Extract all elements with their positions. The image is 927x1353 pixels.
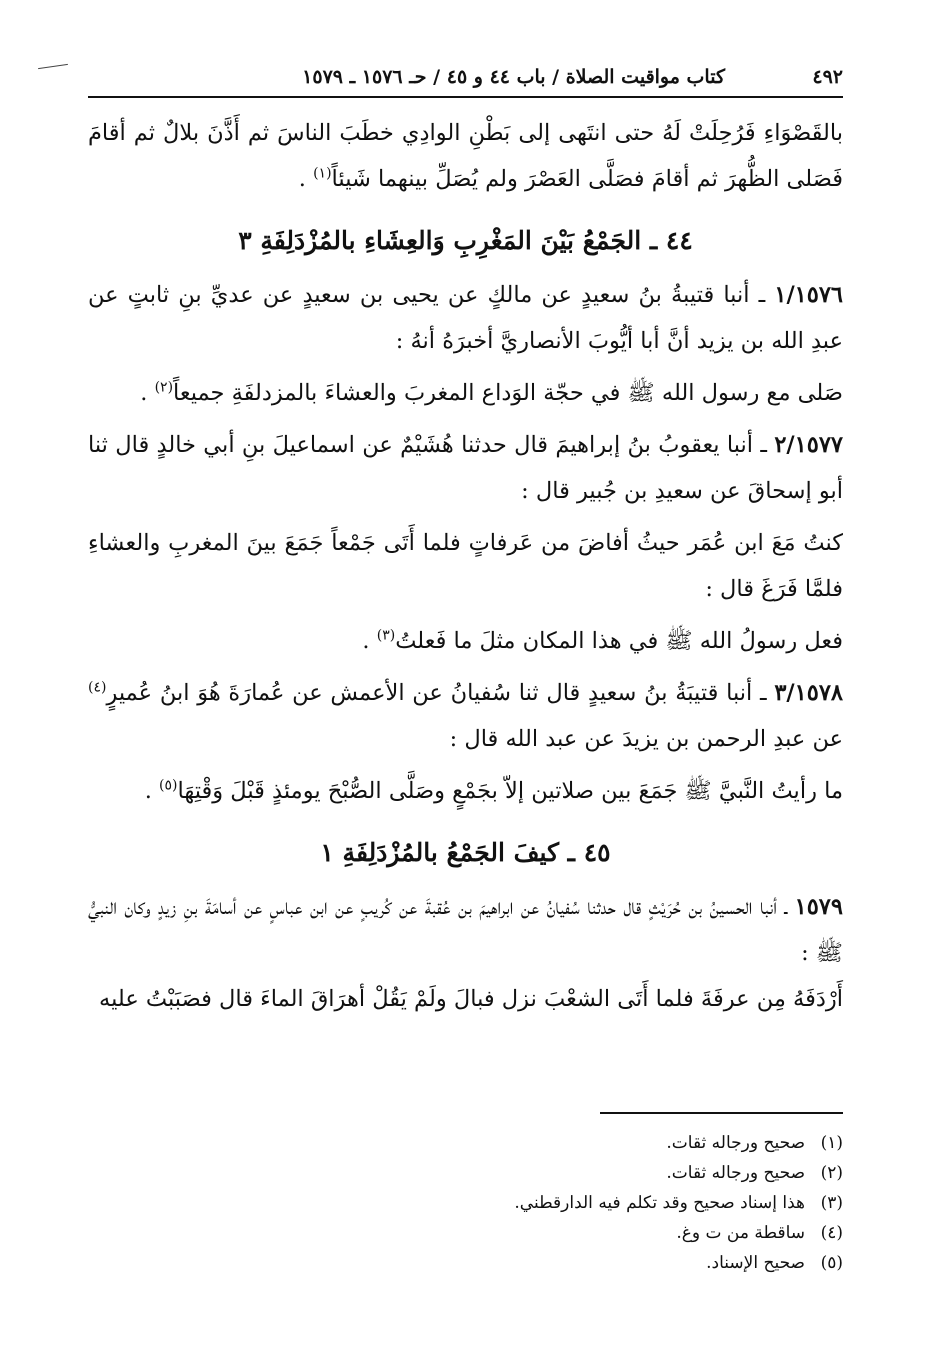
intro-paragraph: بالقَصْوَاءِ فَرُحِلَتْ لَهُ حتى انتَهى إلى بَطْنِ الوادِي خطَبَ الناسَ ثم أَذَّنَ بلالٌ ثم أقامَ فَصَلى الظُّهرَ ثم أقامَ فصَلَّى العَصْرَ ولم يُصَلِّ بينهما شَيئاً$^{(١)}$ . <box>88 120 843 192</box>
chapter-heading-45: ٤٥ ـ كيفَ الجَمْعُ بالمُزْدَلِفَةِ ١ <box>320 838 611 867</box>
footnote-ref-1[interactable]: (١) <box>313 165 332 182</box>
footnote-text: صحيح ورجاله ثقات. <box>666 1133 805 1153</box>
footnote-number: (١) <box>820 1133 843 1153</box>
footnote <box>88 1128 843 1158</box>
footnote <box>88 1188 843 1218</box>
hadith-matn: أَرْدَفَهُ مِن عرفَةَ فلما أَتَى الشعْبَ نزل فبالَ ولَمْ يَقُلْ أهرَاقَ الماءَ قال فصَبَبْتُ عليه <box>99 986 843 1012</box>
footnote-ref-4[interactable]: (٤) <box>88 679 107 696</box>
hadith-number: ٢/١٥٧٧ <box>774 432 843 458</box>
hadith-text: ـ أنبا الحسينُ بن حُرَيْثٍ قال حدثنا سُفيانُ عن ابراهيمَ بن عُقبةَ عن كُريبٍ عن ابن عباسٍ عن أسامَةَ بنِ زيدٍ وكان النبيُّ ﷺ : <box>88 894 843 966</box>
footnote-text: صحيح ورجاله ثقات. <box>666 1163 805 1183</box>
running-head <box>88 62 843 98</box>
hadith-matn: صَلى مع رسول الله ﷺ في حجّة الوَداع المغربَ والعشاءَ بالمزدلفَةِ جميعاً <box>173 380 843 406</box>
hadith-1577-isnad <box>88 422 843 514</box>
hadith-text: ـ أنبا قتيبةُ بنُ سعيدٍ عن مالكٍ عن يحيى بن سعيدٍ عن عديِّ بنِ ثابتٍ عن عبدِ الله بن يزيد أنَّ أبا أيُّوبَ الأنصاريَّ أخبرَهُ أنهُ : <box>88 282 843 354</box>
footnote-number: (٣) <box>820 1193 843 1213</box>
hadith-text: ـ أنبا يعقوبُ بنُ إبراهيمَ قال حدثنا هُشَيْمٌ عن اسماعيلَ بنِ أبي خالدٍ قال ثنا أبو إسحاقَ عن سعيدِ بن جُبير قال : <box>88 432 843 504</box>
intro-line-1: بالقَصْوَاءِ فَرُحِلَتْ لَهُ حتى انتَهى إلى بَطْنِ الوادِي خطَبَ الناسَ ثم أَذَّنَ بلالٌ ثم أقامَ <box>88 120 843 146</box>
page-number: ٤٩٢ <box>812 66 843 88</box>
footnote-number: (٢) <box>820 1163 843 1183</box>
hadith-number: ١٥٧٩ <box>794 894 843 920</box>
hadith-1578-isnad <box>88 670 843 762</box>
hadith-matn: فعل رسولُ الله ﷺ في هذا المكان مثلَ ما فَعلتُ <box>395 628 843 654</box>
hadith-1579-matn <box>88 976 843 1022</box>
footnote-text: هذا إسناد صحيح وقد تكلم فيه الدارقطني. <box>514 1193 805 1213</box>
hadith-1576-isnad <box>88 272 843 364</box>
hadith-1576-matn: صَلى مع رسول الله ﷺ في حجّة الوَداع المغربَ والعشاءَ بالمزدلفَةِ جميعاً$^{(٢)}$ . <box>140 379 843 406</box>
scan-mark <box>38 64 68 69</box>
running-title: كتاب مواقيت الصلاة / باب ٤٤ و ٤٥ / حـ ١٥٧٦ ـ ١٥٧٩ <box>302 66 725 88</box>
chapter-heading-44: ٤٤ ـ الجَمْعُ بَيْنَ المَغْرِبِ وَالعِشَاءِ بالمُزْدَلِفَةِ ٣ <box>238 226 693 255</box>
footnote <box>88 1158 843 1188</box>
footnote <box>88 1248 843 1278</box>
footnote-ref-3[interactable]: (٣) <box>376 627 396 644</box>
hadith-number: ٣/١٥٧٨ <box>774 680 843 706</box>
intro-line-2: فَصَلى الظُّهرَ ثم أقامَ فصَلَّى العَصْرَ ولم يُصَلِّ بينهما شَيئاً <box>331 166 843 192</box>
footnote-text: ساقطة من ت وغ. <box>676 1223 805 1243</box>
footnote-ref-2[interactable]: (٢) <box>154 379 174 396</box>
footnote-number: (٥) <box>820 1253 843 1273</box>
footnote-text: صحيح الإسناد. <box>706 1253 805 1273</box>
hadith-1578-matn: ما رأيتُ النَّبيَّ ﷺ جَمَعَ بين صلاتين إلاّ بجَمْعٍ وصَلَّى الصُّبْحَ يومئذٍ قَبْلَ وَقْتِهَا$^{(٥)}$ . <box>144 777 843 804</box>
hadith-matn: ما رأيتُ النَّبيَّ ﷺ جَمَعَ بين صلاتين إلاّ بجَمْعٍ وصَلَّى الصُّبْحَ يومئذٍ قَبْلَ وَقْتِهَا <box>177 778 843 804</box>
footnotes <box>88 1128 843 1278</box>
hadith-text: ـ أنبا قتيبَةُ بنُ سعيدٍ قال ثنا سُفيانُ عن الأعمش عن عُمارَةَ هُوَ ابنُ عُميرٍ <box>106 680 767 706</box>
hadith-number: ١/١٥٧٦ <box>774 282 844 308</box>
hadith-text: عن عبدِ الرحمن بن يزيدَ عن عبد الله قال : <box>449 726 843 752</box>
footnote <box>88 1218 843 1248</box>
main-text <box>88 110 843 1022</box>
hadith-matn: كنتُ مَعَ ابن عُمَر حيثُ أفاضَ من عَرفاتٍ فلما أَتَى جَمْعاً جَمَعَ بينَ المغربِ والعشاءِ فلمَّا فَرَغَ قال : <box>88 530 843 602</box>
hadith-1579-isnad <box>88 884 843 976</box>
hadith-1577-matn-2: فعل رسولُ الله ﷺ في هذا المكان مثلَ ما فَعلتُ$^{(٣)}$ . <box>362 627 843 654</box>
footnote-ref-5[interactable]: (٥) <box>159 777 178 794</box>
footnote-separator <box>600 1112 843 1114</box>
footnote-number: (٤) <box>820 1223 843 1243</box>
hadith-1577-matn <box>88 520 843 612</box>
